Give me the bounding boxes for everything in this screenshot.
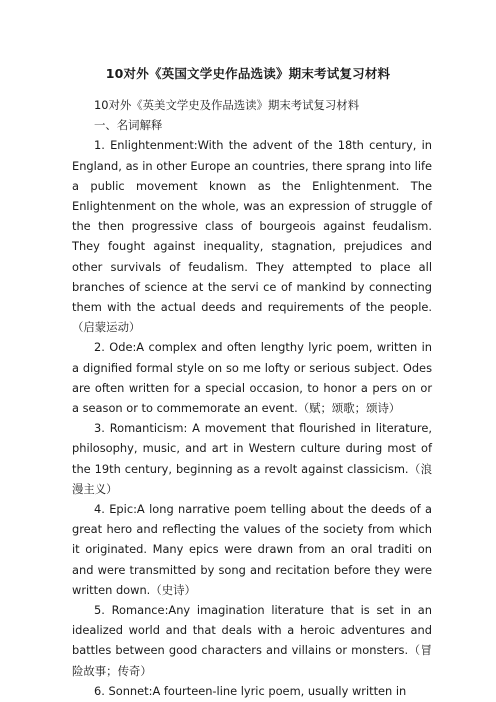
document-title: 10对外《英国文学史作品选读》期末考试复习材料 — [105, 66, 391, 81]
paragraph-sonnet: 6. Sonnet:A fourteen-line lyric poem, usually written in — [94, 683, 407, 698]
section-heading: 一、名词解释 — [94, 118, 163, 133]
paragraph-epic: 4. Epic:A long narrative poem telling about the deeds of a great hero and reflecting the values of the society from which it originated. Many epics were drawn from an oral traditi on and were transmitted by song and recitation before they were written down.（史诗） — [72, 502, 432, 597]
document-subtitle: 10对外《英美文学史及作品选读》期末考试复习材料 — [94, 98, 360, 112]
paragraph-romance: 5. Romance:Any imagination literature that is set in an idealized world and that deals with a heroic adventures and battles between good characters and villains or monsters.（冒险故事；传奇） — [72, 603, 432, 678]
paragraph-enlightenment: 1. Enlightenment:With the advent of the 18th century, in England, as in other Europe an countries, there sprang into life a public movement known as the Enlightenment. The Enlightenment on the whole, was an expression of struggle of the then progressive class of bourgeois against feudalism. They fought against inequality, stagnation, prejudices and other survivals of feudalism. They attempted to place all branches of science at the servi ce of mankind by connecting them with the actual deeds and requirements of the people.（启蒙运动） — [72, 138, 432, 335]
paragraph-romanticism: 3. Romanticism: A movement that flourished in literature, philosophy, music, and art in Western culture during most of the 19th century, beginning as a revolt against classicism.（浪漫主义） — [72, 421, 432, 496]
document-body — [72, 95, 432, 701]
paragraph-ode: 2. Ode:A complex and often lengthy lyric poem, written in a dignified formal style on so me lofty or serious subject. Odes are often written for a special occasion, to honor a pers on or a season or to commemorate an event.（赋；颂歌；颂诗） — [72, 340, 432, 416]
